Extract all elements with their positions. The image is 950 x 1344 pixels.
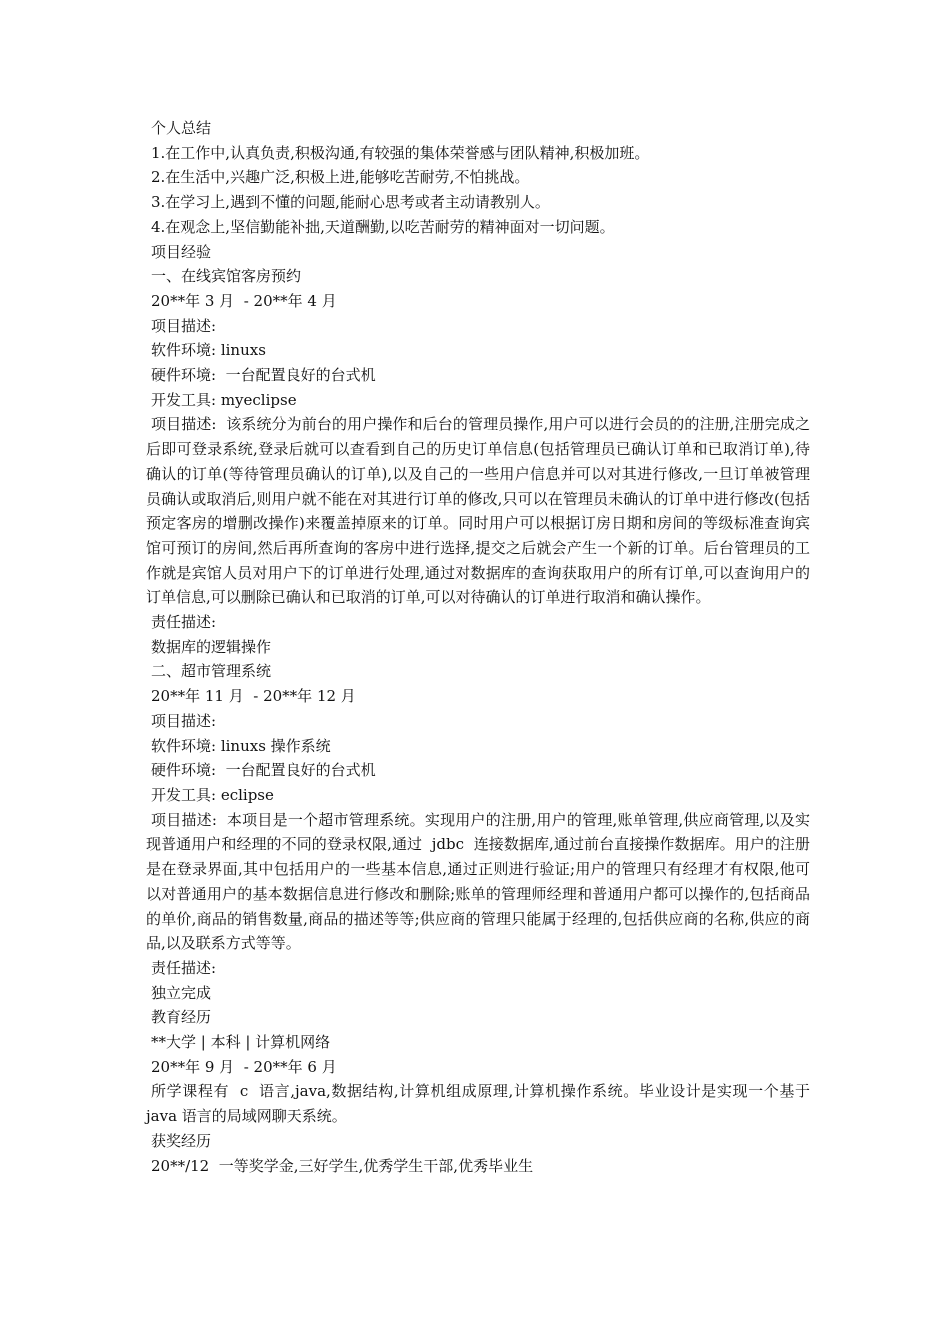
education-school: **大学 | 本科 | 计算机网络 — [151, 1033, 331, 1052]
project-1-resp-label: 责任描述: — [151, 613, 217, 632]
project-1-tools: 开发工具: myeclipse — [151, 390, 297, 409]
summary-item-4: 4.在观念上,坚信勤能补拙,天道酬勤,以吃苦耐劳的精神面对一切问题。 — [151, 217, 615, 236]
project-1-period: 20**年 3 月 - 20**年 4 月 — [151, 291, 337, 310]
project-2-hardware: 硬件环境: 一台配置良好的台式机 — [151, 761, 376, 780]
project-1-hardware: 硬件环境: 一台配置良好的台式机 — [151, 366, 376, 385]
project-2-period: 20**年 11 月 - 20**年 12 月 — [151, 687, 356, 706]
projects-heading: 项目经验 — [151, 242, 212, 261]
project-1-software: 软件环境: linuxs — [151, 341, 266, 360]
education-courses: 所学课程有 c 语言,java,数据结构,计算机组成原理,计算机操作系统。毕业设计是实现一个基于 java 语言的局域网聊天系统。 — [146, 1082, 815, 1126]
project-2-tools: 开发工具: eclipse — [151, 785, 274, 804]
project-2-resp: 独立完成 — [151, 983, 212, 1002]
awards-heading: 获奖经历 — [151, 1131, 212, 1150]
project-2-resp-label: 责任描述: — [151, 958, 217, 977]
education-heading: 教育经历 — [151, 1008, 212, 1027]
project-1-title: 一、在线宾馆客房预约 — [151, 267, 302, 286]
project-2-software: 软件环境: linuxs 操作系统 — [151, 736, 331, 755]
awards-item: 20**/12 一等奖学金,三好学生,优秀学生干部,优秀毕业生 — [151, 1156, 534, 1175]
project-1-resp: 数据库的逻辑操作 — [151, 637, 272, 656]
project-2-desc-label: 项目描述: — [151, 711, 217, 730]
summary-item-1: 1.在工作中,认真负责,积极沟通,有较强的集体荣誉感与团队精神,积极加班。 — [151, 143, 650, 162]
summary-item-3: 3.在学习上,遇到不懂的问题,能耐心思考或者主动请教别人。 — [151, 193, 550, 212]
project-1-description: 项目描述: 该系统分为前台的用户操作和后台的管理员操作,用户可以进行会员的的注册,注册完成之后即可登录系统,登录后就可以查看到自己的历史订单信息(包括管理员已确认订单和已取消订单),待确认的订单(等待管理员确认的订单),以及自己的一些用户信息并可以对其进行修改,一旦订单被管理员确认或取消后,则用户就不能在对其进行订单的修改,只可以在管理员未确认的订单中进行修改(包括预定客房的增删改操作)来覆盖掉原来的订单。同时用户可以根据订房日期和房间的等级标准查询宾馆可预订的房间,然后再所查询的客房中进行选择,提交之后就会产生一个新的订单。后台管理员的工作就是宾馆人员对用户下的订单进行处理,通过对数据库的查询获取用户的所有订单,可以查询用户的订单信息,可以删除已确认和已取消的订单,可以对待确认的订单进行取消和确认操作。 — [146, 415, 810, 607]
project-1-desc-label: 项目描述: — [151, 316, 217, 335]
project-2-title: 二、超市管理系统 — [151, 662, 272, 681]
project-2-description: 项目描述: 本项目是一个超市管理系统。实现用户的注册,用户的管理,账单管理,供应商管理,以及实现普通用户和经理的不同的登录权限,通过 jdbc 连接数据库,通过前台直接操作数据库。用户的注册是在登录界面,其中包括用户的一些基本信息,通过正则进行验证;用户的管理只有经理才有权限,他可以对普通用户的基本数据信息进行修改和删除;账单的管理师经理和普通用户都可以操作的,包括商品的单价,商品的销售数量,商品的描述等等;供应商的管理只能属于经理的,包括供应商的名称,供应的商品,以及联系方式等等。 — [146, 810, 810, 953]
resume-document — [146, 116, 815, 1178]
education-period: 20**年 9 月 - 20**年 6 月 — [151, 1057, 337, 1076]
summary-item-2: 2.在生活中,兴趣广泛,积极上进,能够吃苦耐劳,不怕挑战。 — [151, 168, 530, 187]
summary-heading: 个人总结 — [151, 119, 212, 137]
